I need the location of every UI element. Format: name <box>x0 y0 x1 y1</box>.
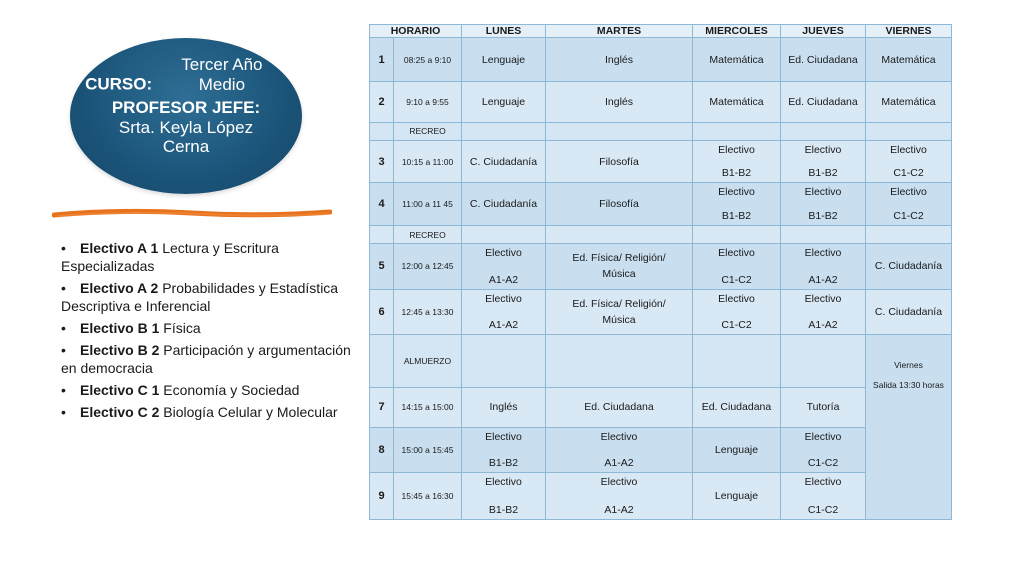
time-slot: 12:45 a 13:30 <box>394 289 462 334</box>
elective-code: Electivo C 2 <box>80 404 160 420</box>
cell-jueves: Tutoría <box>781 387 866 427</box>
cell-subject: Electivo <box>718 247 755 260</box>
cell-group: C1-C2 <box>893 209 924 222</box>
cell-group: C1-C2 <box>807 457 839 470</box>
profesor-label: PROFESOR JEFE: <box>111 98 261 117</box>
cell-viernes: Matemática <box>866 82 952 122</box>
cell-lunes: Lenguaje <box>462 38 546 82</box>
row-number: 1 <box>370 38 394 82</box>
cell-subject: Electivo <box>485 292 522 305</box>
cell-lunes: C. Ciudadanía <box>462 141 546 183</box>
cell-subject: Electivo <box>485 430 522 443</box>
orange-divider <box>52 205 332 221</box>
header-miercoles: MIERCOLES <box>693 25 781 38</box>
cell-miercoles: Lenguaje <box>693 473 781 520</box>
time-slot: 14:15 a 15:00 <box>394 387 462 427</box>
row-number: 4 <box>370 183 394 225</box>
elective-code: Electivo B 2 <box>80 342 160 358</box>
friday-note-title: Viernes <box>894 360 923 371</box>
schedule-row <box>370 225 952 243</box>
cell-group: B1-B2 <box>721 209 752 222</box>
elective-code: Electivo A 2 <box>80 280 159 296</box>
friday-note <box>866 335 952 520</box>
cell-subject: Electivo <box>804 247 842 260</box>
schedule-row <box>370 38 952 82</box>
elective-item <box>61 319 361 337</box>
cell-group: A1-A2 <box>808 319 838 332</box>
bullet-icon: • <box>61 280 66 296</box>
cell-viernes: C. Ciudadanía <box>866 289 952 334</box>
elective-item <box>61 341 361 377</box>
schedule-table <box>369 24 952 520</box>
header-jueves: JUEVES <box>781 25 866 38</box>
cell-subject: Electivo <box>600 430 638 443</box>
cell-group: A1-A2 <box>604 504 634 516</box>
cell-subject: Electivo <box>718 186 755 199</box>
cell-miercoles: Ed. Ciudadana <box>693 387 781 427</box>
cell-group: B1-B2 <box>488 504 519 516</box>
header-viernes: VIERNES <box>866 25 952 38</box>
header-horario: HORARIO <box>370 25 462 38</box>
empty-cell <box>781 122 866 140</box>
empty-cell <box>546 335 693 388</box>
empty-cell <box>781 225 866 243</box>
cell-lunes: Lenguaje <box>462 82 546 122</box>
cell-viernes <box>866 183 952 225</box>
row-number: 6 <box>370 289 394 334</box>
cell-subject: Electivo <box>718 292 755 305</box>
row-number: 8 <box>370 427 394 472</box>
cell-lunes: Inglés <box>462 387 546 427</box>
bullet-icon: • <box>61 382 66 398</box>
cell-subject: Electivo <box>890 186 927 199</box>
time-slot: 10:15 a 11:00 <box>394 141 462 183</box>
schedule-row <box>370 122 952 140</box>
elective-name: Biología Celular y Molecular <box>163 404 338 420</box>
schedule-row <box>370 473 952 520</box>
recreo-label: RECREO <box>394 225 462 243</box>
cell-lunes: C. Ciudadanía <box>462 183 546 225</box>
cell-group: C1-C2 <box>721 319 752 332</box>
cell-viernes: Matemática <box>866 38 952 82</box>
time-slot: 15:45 a 16:30 <box>394 473 462 520</box>
cell-subject: Electivo <box>804 186 842 199</box>
row-number: 3 <box>370 141 394 183</box>
bullet-icon: • <box>61 240 66 256</box>
cell-jueves <box>781 141 866 183</box>
time-slot: 9:10 a 9:55 <box>394 82 462 122</box>
cell-subject: Electivo <box>804 292 842 305</box>
elective-name: Economía y Sociedad <box>163 382 300 398</box>
cell-group: A1-A2 <box>488 319 519 332</box>
bullet-icon: • <box>61 342 66 358</box>
bullet-icon: • <box>61 404 66 420</box>
schedule-row <box>370 335 952 388</box>
cell-viernes: C. Ciudadanía <box>866 244 952 289</box>
header-lunes: LUNES <box>462 25 546 38</box>
cell-miercoles <box>693 141 781 183</box>
cell-martes <box>546 427 693 472</box>
elective-name: Lectura y Escritura Especializadas <box>61 240 279 274</box>
elective-name: Participación y argumentación en democracia <box>61 342 351 376</box>
profesor-value: Srta. Keyla López Cerna <box>118 117 254 156</box>
cell-martes: Ed. Ciudadana <box>546 387 693 427</box>
cell-jueves: Ed. Ciudadana <box>781 82 866 122</box>
empty-cell <box>462 122 546 140</box>
schedule-row <box>370 82 952 122</box>
elective-item <box>61 239 361 275</box>
row-number <box>370 335 394 388</box>
schedule-row <box>370 141 952 183</box>
schedule-row <box>370 289 952 334</box>
cell-lunes <box>462 289 546 334</box>
cell-jueves <box>781 289 866 334</box>
elective-code: Electivo A 1 <box>80 240 159 256</box>
cell-group: B1-B2 <box>808 209 838 222</box>
cell-subject: Electivo <box>600 476 638 489</box>
schedule-row <box>370 427 952 472</box>
cell-jueves <box>781 473 866 520</box>
elective-name: Física <box>163 320 201 336</box>
row-number <box>370 225 394 243</box>
electives-list <box>61 239 361 425</box>
row-number: 5 <box>370 244 394 289</box>
course-info-badge <box>70 38 302 194</box>
cell-martes: Inglés <box>546 82 693 122</box>
elective-name: Probabilidades y Estadística Descriptiva e Inferencial <box>61 280 339 314</box>
curso-value: Tercer Año Medio <box>181 55 263 94</box>
header-martes: MARTES <box>546 25 693 38</box>
cell-miercoles: Matemática <box>693 38 781 82</box>
cell-miercoles <box>693 183 781 225</box>
row-number: 9 <box>370 473 394 520</box>
cell-jueves: Ed. Ciudadana <box>781 38 866 82</box>
schedule-row <box>370 183 952 225</box>
cell-miercoles <box>693 244 781 289</box>
cell-jueves <box>781 183 866 225</box>
cell-group: C1-C2 <box>721 273 752 286</box>
schedule-row <box>370 244 952 289</box>
time-slot: 12:00 a 12:45 <box>394 244 462 289</box>
friday-note-exit: Salida 13:30 horas <box>873 380 944 391</box>
cell-martes: Ed. Física/ Religión/ Música <box>546 289 693 334</box>
cell-subject: Electivo <box>485 476 522 489</box>
cell-group: B1-B2 <box>721 167 752 180</box>
cell-martes: Ed. Física/ Religión/ Música <box>546 244 693 289</box>
row-number: 2 <box>370 82 394 122</box>
cell-lunes <box>462 244 546 289</box>
elective-item <box>61 381 361 399</box>
cell-viernes <box>866 141 952 183</box>
recreo-label: RECREO <box>394 122 462 140</box>
cell-subject: Electivo <box>890 144 927 157</box>
time-slot: 15:00 a 15:45 <box>394 427 462 472</box>
empty-cell <box>693 335 781 388</box>
cell-group: A1-A2 <box>808 273 838 286</box>
cell-group: A1-A2 <box>488 273 519 286</box>
cell-miercoles <box>693 289 781 334</box>
curso-label: CURSO: <box>85 74 153 94</box>
time-slot: 08:25 a 9:10 <box>394 38 462 82</box>
cell-jueves <box>781 244 866 289</box>
cell-martes <box>546 473 693 520</box>
cell-miercoles: Matemática <box>693 82 781 122</box>
elective-item <box>61 403 361 421</box>
cell-subject: Electivo <box>804 476 842 489</box>
cell-martes: Filosofía <box>546 141 693 183</box>
cell-lunes <box>462 473 546 520</box>
almuerzo-label: ALMUERZO <box>394 335 462 388</box>
bullet-icon: • <box>61 320 66 336</box>
row-number <box>370 122 394 140</box>
empty-cell <box>693 122 781 140</box>
empty-cell <box>546 225 693 243</box>
cell-group: A1-A2 <box>604 457 634 470</box>
empty-cell <box>866 122 952 140</box>
cell-subject: Electivo <box>804 430 842 443</box>
cell-group: C1-C2 <box>807 504 839 516</box>
cell-group: C1-C2 <box>893 167 924 180</box>
empty-cell <box>866 225 952 243</box>
empty-cell <box>546 122 693 140</box>
empty-cell <box>462 335 546 388</box>
cell-subject: Electivo <box>804 144 842 157</box>
empty-cell <box>693 225 781 243</box>
cell-subject: Electivo <box>718 144 755 157</box>
cell-martes: Inglés <box>546 38 693 82</box>
elective-code: Electivo B 1 <box>80 320 160 336</box>
cell-lunes <box>462 427 546 472</box>
row-number: 7 <box>370 387 394 427</box>
cell-group: B1-B2 <box>488 457 519 470</box>
cell-martes: Filosofía <box>546 183 693 225</box>
schedule-row <box>370 387 952 427</box>
cell-jueves <box>781 427 866 472</box>
empty-cell <box>462 225 546 243</box>
empty-cell <box>781 335 866 388</box>
cell-subject: Electivo <box>485 247 522 260</box>
cell-group: B1-B2 <box>808 167 838 180</box>
time-slot: 11:00 a 11 45 <box>394 183 462 225</box>
elective-item <box>61 279 361 315</box>
cell-miercoles: Lenguaje <box>693 427 781 472</box>
elective-code: Electivo C 1 <box>80 382 160 398</box>
